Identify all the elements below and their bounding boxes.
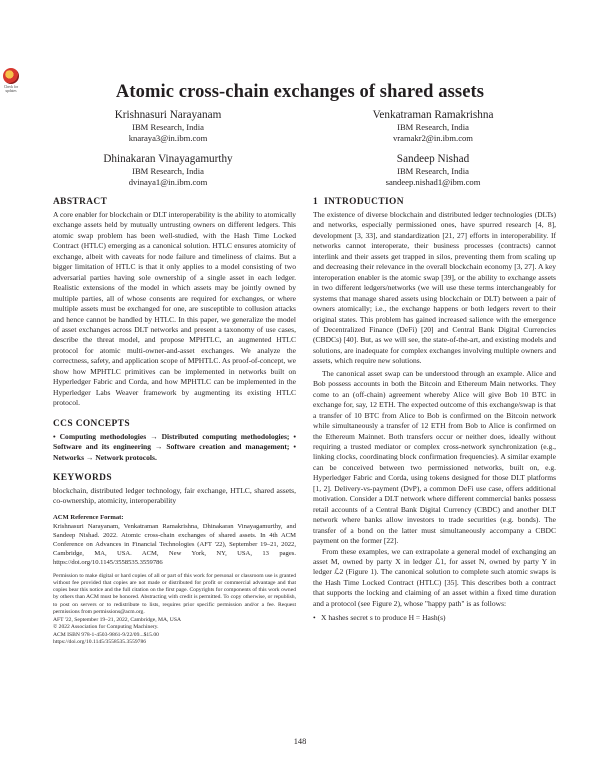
author-email: sandeep.nishad1@ibm.com (385, 177, 481, 187)
abstract-text: A core enabler for blockchain or DLT interoperability is the ability to atomically exchange assets held by mutually untrusting owners on different ledgers. This atomic swap problem has been well-studied, with the Hash Time Locked Contract (HTLC) emerging as a canonical solution. HTLC ensures atomicity of exchange, albeit with caveats for node failure and timeliness of claims. But a bigger limitation of HTLC is that it only applies to a model consisting of two adversarial parties having sole ownership of a single asset in each ledger. Realistic extensions of the model in which assets may be jointly owned by multiple parties, all of whose consents are required for exchanges, or where multiple assets must be exchanged for one, are susceptible to collusion attacks and hence cannot be handled by HTLC. In this paper, we generalize the model of asset exchanges across DLT networks and present a taxonomy of use cases, describe the threat model, and propose MPHTLC, an augmented HTLC protocol for atomic multi-owner-and-asset exchanges. We analyze the correctness, safety, and application scope of MPHTLC. As proof-of-concept, we show how MPHTLC primitives can be implemented in networks built on Hyperledger Fabric and Corda, and how MPHTLC can be implemented in the Hyperledger Labs Weaver framework by augmenting its existing HTLC protocol. (53, 210, 296, 408)
publication-info (53, 617, 296, 646)
author-name: Sandeep Nishad (396, 153, 470, 165)
author-block-2 (323, 109, 543, 144)
author-name: Dhinakaran Vinayagamurthy (103, 153, 233, 165)
keywords-text: blockchain, distributed ledger technology, fair exchange, HTLC, shared assets, co-ownership, atomicity, interoperability (53, 485, 296, 506)
doi-link[interactable]: https://doi.org/10.1145/3558535.3559786 (53, 638, 147, 645)
author-block-4 (323, 153, 543, 188)
author-affiliation: IBM Research, India (397, 122, 469, 132)
left-column (53, 196, 296, 646)
reference-format-text: Krishnasuri Narayanam, Venkatraman Ramakrishna, Dhinakaran Vinayagamurthy, and Sandeep Nishad. 2022. Atomic cross-chain exchanges of shared assets. In 4th ACM Conference on Advances in Financial Technologies (AFT '22), September 19–21, 2022, Cambridge, MA, USA. ACM, New York, NY, USA, 13 pages. https://doi.org/10.1145/3558535.3559786 (53, 522, 296, 566)
introduction-heading (313, 196, 556, 208)
section-title: INTRODUCTION (324, 197, 404, 207)
author-email: dvinaya1@in.ibm.com (128, 177, 208, 187)
copyright-line: © 2022 Association for Computing Machinery. (53, 624, 159, 631)
check-for-updates-badge[interactable] (0, 66, 22, 96)
author-email: vramakr2@in.ibm.com (393, 133, 473, 143)
intro-paragraph-3: From these examples, we can extrapolate a general model of exchanging an asset M, owned by party X in ledger ℒ1, for asset N, owned by party Y in ledger ℒ2 (Figure 1). The canonical solution to complete such atomic swaps is the Hash Time Locked Contract (HTLC) [35]. This describes both a contract that supports the locking and claiming of an asset within a fixed time duration and a protocol (see Figure 2), whose "happy path" is as follows: (313, 546, 556, 608)
author-block-1 (58, 109, 278, 144)
update-seal-icon (3, 68, 19, 84)
conference-line: AFT '22, September 19–21, 2022, Cambridge, MA, USA (53, 617, 182, 624)
badge-label: Check for updates (3, 85, 19, 93)
author-email: knaraya3@in.ibm.com (128, 133, 208, 143)
paper-title: Atomic cross-chain exchanges of shared assets (115, 82, 485, 102)
protocol-step-1: • X hashes secret s to produce H = Hash(s) (313, 613, 556, 623)
abstract-heading: ABSTRACT (53, 197, 108, 207)
author-name: Venkatraman Ramakrishna (372, 109, 494, 121)
author-affiliation: IBM Research, India (132, 166, 204, 176)
author-name: Krishnasuri Narayanam (114, 109, 222, 121)
permission-notice: Permission to make digital or hard copies of all or part of this work for personal or classroom use is granted without fee provided that copies are not made or distributed for profit or commercial advantage and that copies bear this notice and the full citation on the first page. Copyrights for components of this work owned by others than ACM must be honored. Abstracting with credit is permitted. To copy otherwise, or republish, to post on servers or to redistribute to lists, requires prior specific permission and/or a fee. Request permissions from permissions@acm.org. (53, 572, 296, 615)
intro-paragraph-2: The canonical asset swap can be understood through an example. Alice and Bob possess accounts in both the Bitcoin and Ethereum Main networks. They come to an (off-chain) agreement whereby Alice will give Bob 10 BTC in exchange for, say, 12 ETH. The expected outcome of this exchange/swap is that a transfer of 10 BTC from Alice to Bob is confirmed on the Bitcoin network while simultaneously a transfer of 12 ETH from Bob to Alice is confirmed on the Ethereum Mainnet. Both transfers occur or neither does, ideally without requiring a trusted mediator or complex cross-network synchronization (e.g., linking clocks, coordinating block confirmation frequencies). A similar example can be conceived between two permissioned networks, built on, e.g. Hyperledger Fabric and Corda, using tokens designed for those DLT platforms [1, 2]. Delivery-vs-payment (DvP), a common DeFi use case, offers additional motivation. Consider a DLT network where different commercial banks possess retail accounts of a Central Bank Digital Currency (CBDC) and another DLT network where banks allow investors to trade securities (e.g. bonds). The transfer of a bond on the latter must simultaneously accompany a CBDC payment on the former [22]. (313, 368, 556, 546)
keywords-heading: KEYWORDS (53, 472, 112, 483)
intro-paragraph-1: The existence of diverse blockchain and distributed ledger technologies (DLTs) and networks, especially permissioned ones, have spurred research [4, 8], development [3, 33], and standardization [21, 27] efforts in interoperability. If networks cannot interoperate, their business processes (contracts) cannot interlink and their assets get trapped in silos, preventing them from scaling up and decreasing their relevance in the overall blockchain economy [3, 27]. A key interoperation enabler is the atomic swap [39], or the ability to exchange assets in two different ledgers/networks (we will use these terms interchangeably for systems that manage shared assets using blockchain or DLT) between a pair of owners atomically; i.e., the exchange happens or both ledgers revert to their original states. This problem has gained increased salience with the emergence of Decentralized Finance (DeFi) [20] and Central Bank Digital Currencies (CBDCs) [40]. But, as we will see, the state-of-the-art, and existing models and solutions, are inadequate for complex exchanges involving multiple owners and assets, which require new solutions. (313, 210, 556, 366)
author-block-3 (58, 153, 278, 188)
right-column (313, 196, 556, 624)
author-affiliation: IBM Research, India (397, 166, 469, 176)
isbn-line: ACM ISBN 978-1-4503-9861-9/22/09...$15.00 (53, 631, 159, 638)
reference-format-heading: ACM Reference Format: (53, 513, 124, 521)
ccs-text: • Computing methodologies → Distributed computing methodologies; • Software and its engineering → Software creation and management; • Networks → Network protocols. (53, 431, 296, 462)
author-affiliation: IBM Research, India (132, 122, 204, 132)
page-number: 148 (293, 737, 307, 746)
ccs-heading: CCS CONCEPTS (53, 418, 130, 429)
section-number: 1 (313, 197, 319, 207)
